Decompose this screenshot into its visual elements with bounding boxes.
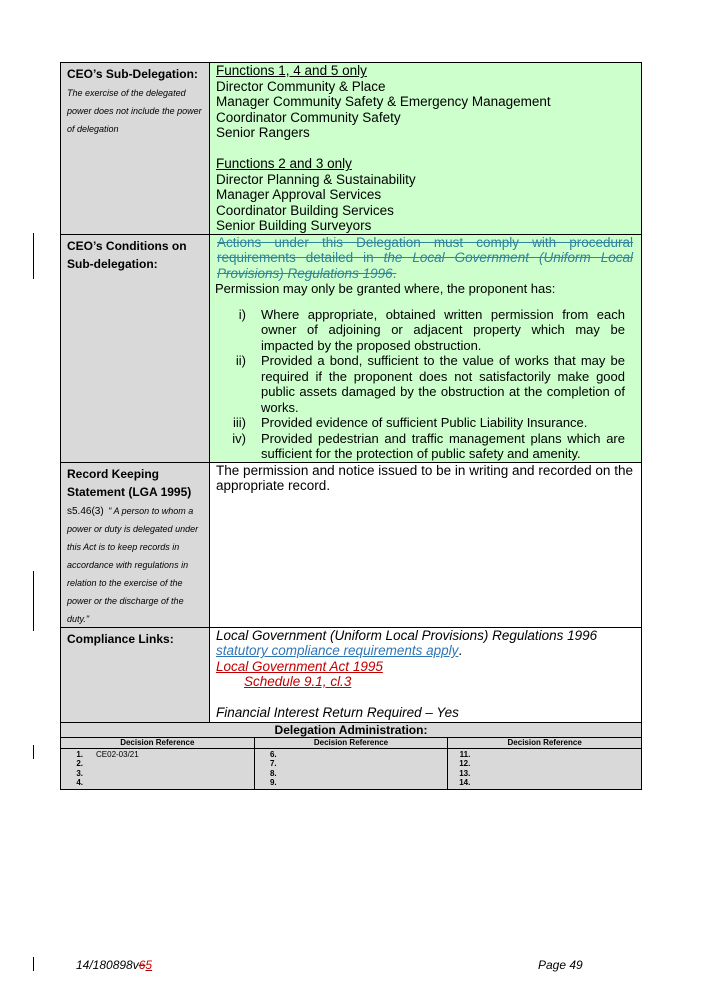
compliance-line4 [216, 674, 641, 690]
admin-row-num: 4. [76, 778, 83, 787]
compliance-line3 [216, 659, 641, 675]
admin-row-num: 2. [76, 759, 83, 768]
financial-interest-return: Financial Interest Return Required – Yes [216, 705, 459, 720]
conditions-intro: Permission may only be granted where, the proponent has: [215, 281, 556, 296]
admin-row-num: 7. [269, 759, 277, 768]
conditions-label-cell [61, 234, 210, 462]
list-item-text: Where appropriate, obtained written permission from each owner of adjoining or adjacent property which may be impacted by the proposed obstruction. [261, 306, 625, 353]
record-keeping-label: Record Keeping Statement (LGA 1995) [67, 466, 192, 499]
struck-text-b: the Local Government (Uniform Local Provisions) Regulations 1996 [217, 250, 633, 281]
group2-item: Director Planning & Sustainability [216, 171, 416, 187]
list-item-text: Provided a bond, sufficient to the value of works that may be required if the proponent does not satisfactorily make good public assets damaged by the obstruction at the completion of works. [261, 353, 625, 415]
compliance-line2 [216, 643, 641, 659]
record-keeping-label-cell [61, 462, 210, 627]
admin-row [61, 769, 254, 779]
footer-doc-ref [76, 958, 152, 972]
list-item-num: iv) [232, 430, 246, 446]
admin-row-num: 12. [459, 759, 471, 768]
version-new: 5 [145, 958, 153, 972]
group1-item: Director Community & Place [216, 78, 386, 94]
admin-row [61, 759, 254, 769]
group1-heading: Functions 1, 4 and 5 only [216, 63, 367, 78]
group2-heading: Functions 2 and 3 only [216, 156, 352, 171]
sub-delegation-note: The exercise of the delegated power does not include the power of delegation [67, 88, 202, 134]
schedule-link[interactable]: Schedule 9.1, cl.3 [244, 674, 352, 689]
group2-item: Manager Approval Services [216, 187, 382, 202]
sub-delegation-row [61, 63, 642, 235]
list-item-num: i) [238, 306, 246, 322]
list-item-num: ii) [235, 353, 246, 368]
admin-row-value: CE02-03/21 [96, 749, 139, 759]
admin-col-3 [448, 748, 642, 789]
admin-header: Decision Reference [448, 737, 642, 748]
change-bar [33, 957, 34, 971]
admin-row [448, 750, 641, 760]
list-item [217, 415, 633, 431]
record-keeping-section: s5.46(3) [67, 505, 104, 517]
version-struck: 6 [138, 958, 146, 972]
admin-header: Decision Reference [61, 737, 255, 748]
admin-row-num: 14. [459, 778, 471, 787]
sub-delegation-label: CEO’s Sub-Delegation: [67, 67, 198, 81]
admin-col-2 [254, 748, 448, 789]
record-keeping-value-cell [210, 462, 642, 627]
admin-row-num: 13. [459, 768, 471, 778]
admin-title: Delegation Administration: [61, 722, 642, 737]
group1-item: Senior Rangers [216, 125, 310, 140]
admin-row [255, 778, 448, 788]
admin-col-1 [61, 748, 255, 789]
change-bar [33, 571, 34, 631]
group1-item: Coordinator Community Safety [216, 109, 401, 125]
list-item-text: Provided evidence of sufficient Public Liability Insurance. [261, 415, 588, 430]
local-government-act-link[interactable]: Local Government Act 1995 [216, 658, 383, 674]
doc-ref-text: 14/180898v [76, 958, 139, 972]
list-item-text: Provided pedestrian and traffic management plans which are sufficient for the protection of public safety and amenity. [261, 430, 625, 461]
admin-row [448, 769, 641, 779]
delegation-table [60, 62, 642, 723]
list-item-num: iii) [233, 415, 246, 430]
admin-row [255, 759, 448, 769]
admin-row-num: 11. [459, 749, 471, 759]
change-bar [33, 233, 34, 279]
group2-item: Senior Building Surveyors [216, 218, 372, 233]
compliance-label-cell [61, 627, 210, 722]
admin-row [61, 778, 254, 788]
admin-row [448, 759, 641, 769]
conditions-value-cell [210, 234, 642, 462]
change-bar [33, 745, 34, 759]
list-item [217, 431, 633, 462]
spacer [216, 141, 641, 157]
spacer [216, 690, 641, 706]
admin-row-num: 8. [269, 768, 277, 778]
conditions-list [217, 307, 633, 462]
record-keeping-row [61, 462, 642, 627]
admin-row [255, 769, 448, 779]
admin-row-num: 1. [76, 749, 83, 759]
sub-delegation-value-cell [210, 63, 642, 235]
compliance-row [61, 627, 642, 722]
group2-item: Coordinator Building Services [216, 202, 394, 218]
page-number: Page 49 [538, 958, 583, 972]
list-item [217, 353, 633, 415]
delegation-administration-table [60, 722, 642, 790]
compliance-label: Compliance Links: [67, 631, 174, 646]
record-keeping-quote: " A person to whom a power or duty is delegated under this Act is to keep records in accordance with regulations in relation to the exercise of the power or the discharge of the duty." [67, 505, 199, 624]
list-item [217, 307, 633, 354]
struck-text-c: . [392, 265, 397, 281]
admin-row-num: 9. [269, 778, 277, 787]
struck-text-a: Actions under this Delegation must comply with procedural requirements detailed in [217, 234, 633, 265]
delegation-document [60, 62, 642, 790]
record-keeping-text: The permission and notice issued to be in writing and recorded on the appropriate record. [216, 462, 633, 493]
group1-item: Manager Community Safety & Emergency Management [216, 94, 551, 109]
compliance-value-cell [210, 627, 642, 722]
admin-header: Decision Reference [254, 737, 448, 748]
sub-delegation-label-cell [61, 63, 210, 235]
admin-row-num: 3. [76, 768, 83, 778]
admin-row [61, 750, 254, 760]
conditions-row [61, 234, 642, 462]
compliance-regulations: Local Government (Uniform Local Provisions) Regulations 1996 [216, 627, 598, 643]
admin-row-num: 6. [269, 749, 277, 759]
struck-text [217, 235, 633, 282]
conditions-label: CEO’s Conditions on Sub-delegation: [67, 238, 187, 271]
admin-row [448, 778, 641, 788]
statutory-compliance-link[interactable]: statutory compliance requirements apply [216, 643, 459, 658]
admin-row [255, 750, 448, 760]
compliance-line2-end: . [458, 643, 463, 658]
